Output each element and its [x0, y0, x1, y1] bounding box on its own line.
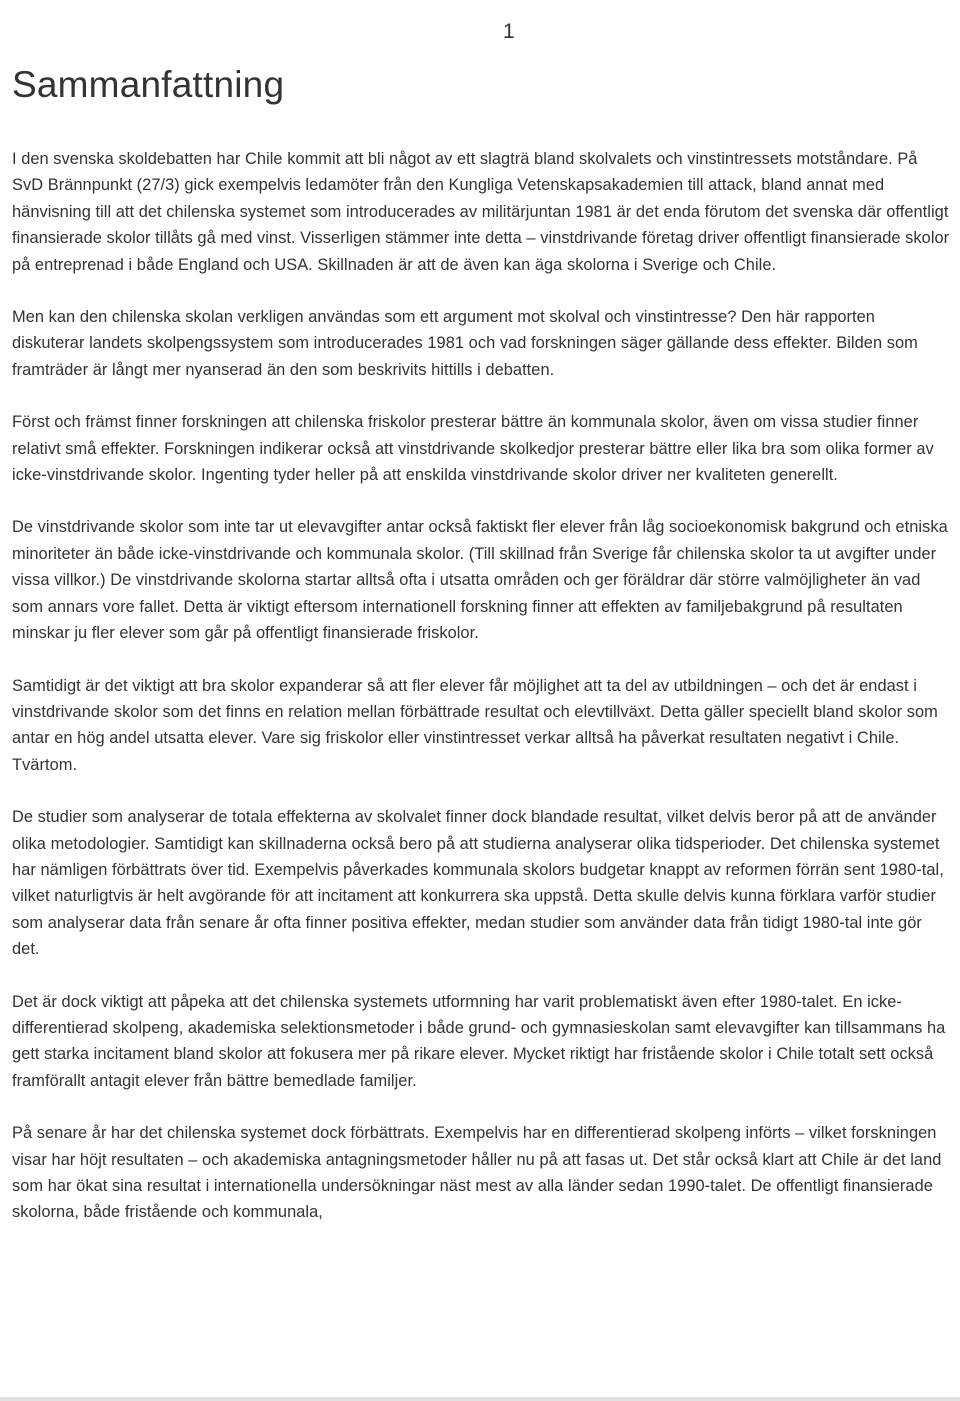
page-bottom-divider — [0, 1397, 960, 1401]
paragraph: Men kan den chilenska skolan verkligen användas som ett argument mot skolval och vinstintresse? Den här rapporten diskuterar landets skolpengssystem som introducerades 1981 och vad forskningen säger gällande dess effekter. Bilden som framträder är långt mer nyanserad än den som beskrivits hittills i debatten. — [12, 308, 918, 379]
page-number: 1 — [503, 20, 515, 43]
page-title: Sammanfattning — [12, 64, 285, 105]
paragraph: De studier som analyserar de totala effekterna av skolvalet finner dock blandade resultat, vilket delvis beror på att de använder olika metodologier. Samtidigt kan skillnaderna också bero på att studierna analyserar olika tidsperioder. Det chilenska systemet har nämligen förbättrats över tid. Exempelvis påverkades kommunala skolors budgetar knappt av reformen förrän sent 1980-tal, vilket naturligtvis är helt avgörande för att incitament att konkurrera ska uppstå. Detta skulle delvis kunna förklara varför studier som analyserar data från senare år ofta finner positiva effekter, medan studier som använder data från tidigt 1980-tal inte gör det. — [12, 808, 944, 959]
paragraph: På senare år har det chilenska systemet dock förbättrats. Exempelvis har en differentierad skolpeng införts – vilket forskningen visar har höjt resultaten – och akademiska antagningsmetoder håller nu på att fasas ut. Det står också klart att Chile är det land som har ökat sina resultat i internationella undersökningar näst mest av alla länder sedan 1990-talet. De offentligt finansierade skolorna, både fristående och kommunala, — [12, 1124, 942, 1222]
body-text — [12, 146, 952, 1252]
paragraph: I den svenska skoldebatten har Chile kommit att bli något av ett slagträ bland skolvalets och vinstintressets motståndare. På SvD Brännpunkt (27/3) gick exempelvis ledamöter från den Kungliga Vetenskapsakademien till attack, bland annat med hänvisning till att det chilenska systemet som introducerades av militärjuntan 1981 är det enda förutom det svenska där offentligt finansierade skolor tillåts gå med vinst. Visserligen stämmer inte detta – vinstdrivande företag driver offentligt finansierade skolor på entreprenad i både England och USA. Skillnaden är att de även kan äga skolorna i Sverige och Chile. — [12, 150, 950, 274]
paragraph: Samtidigt är det viktigt att bra skolor expanderar så att fler elever får möjlighet att ta del av utbildningen – och det är endast i vinstdrivande skolor som det finns en relation mellan förbättrade resultat och elevtillväxt. Detta gäller speciellt bland skolor som antar en hög andel utsatta elever. Vare sig friskolor eller vinstintresset verkar alltså ha påverkat resultaten negativt i Chile. Tvärtom. — [12, 676, 938, 774]
paragraph: Det är dock viktigt att påpeka att det chilenska systemets utformning har varit problematiskt även efter 1980-talet. En icke-differentierad skolpeng, akademiska selektionsmetoder i både grund- och gymnasieskolan samt elevavgifter kan tillsammans ha gett starka incitament bland skolor att fokusera mer på rikare elever. Mycket riktigt har fristående skolor i Chile totalt sett också framförallt antagit elever från bättre bemedlade familjer. — [12, 992, 946, 1090]
paragraph: Först och främst finner forskningen att chilenska friskolor presterar bättre än kommunala skolor, även om vissa studier finner relativt små effekter. Forskningen indikerar också att vinstdrivande skolkedjor presterar bättre eller lika bra som olika former av icke-vinstdrivande skolor. Ingenting tyder heller på att enskilda vinstdrivande skolor driver ner kvaliteten generellt. — [12, 413, 934, 485]
paragraph: De vinstdrivande skolor som inte tar ut elevavgifter antar också faktiskt fler elever från låg socioekonomisk bakgrund och etniska minoriteter än både icke-vinstdrivande och kommunala skolor. (Till skillnad från Sverige får chilenska skolor ta ut avgifter under vissa villkor.) De vinstdrivande skolorna startar alltså ofta i utsatta områden och ger föräldrar där större valmöjligheter än vad som annars vore fallet. Detta är viktigt eftersom internationell forskning finner att effekten av familjebakgrund på resultaten minskar ju fler elever som går på offentligt finansierade friskolor. — [12, 518, 948, 643]
